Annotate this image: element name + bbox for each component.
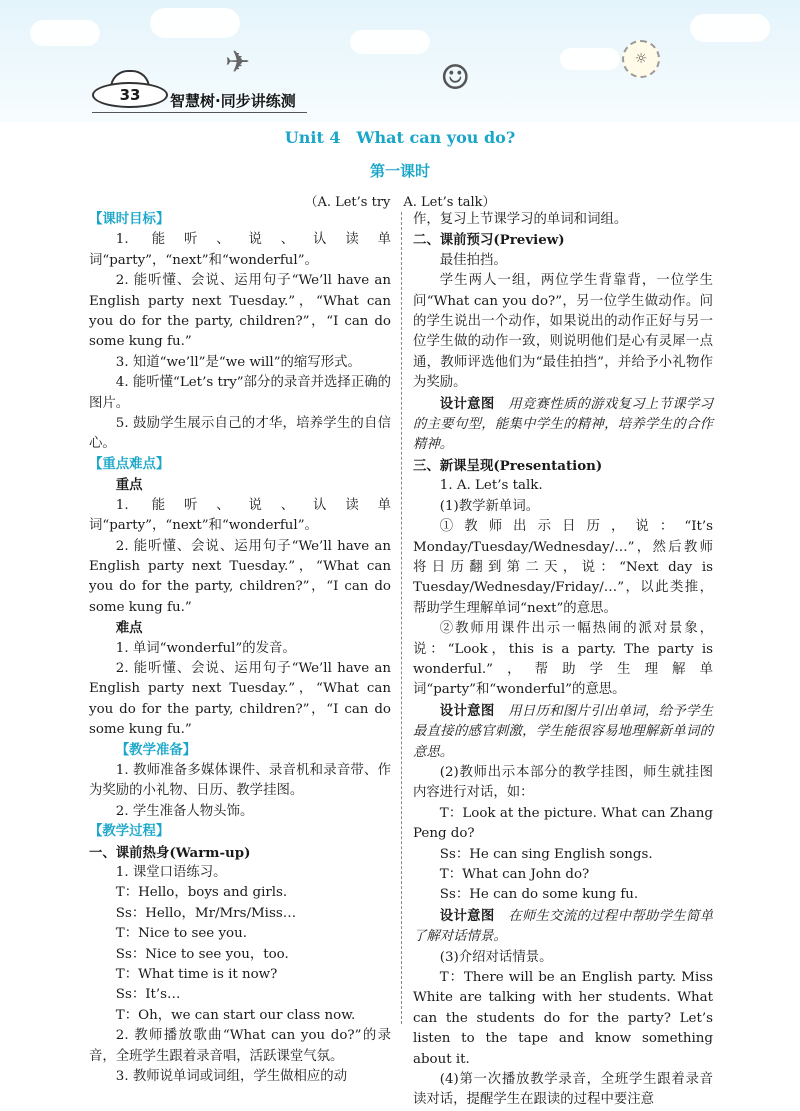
objective-item: 1. 能听、说、认读单词“party”，“next”和“wonderful”。 [89,232,391,268]
design-intent-label: 设计意图 [439,907,495,924]
lesson-title: 第一课时 [369,162,430,180]
cloud-decoration [690,14,770,42]
warmup-line: Ss：It’s… [115,987,181,1003]
lesson-subtitle: （A. Let’s try A. Let’s talk） [304,195,496,210]
presentation-line: ①教师出示日历，说：“It’s Monday/Tuesday/Wednesday/…”，然后教师将日历翻到第二天，说：“Next day is Tuesday/Wednesday/Friday/…”，以此类推，帮助学生理解单词“next”的意思。 [413,519,713,616]
objective-item: 5. 鼓励学生展示自己的才华，培养学生的自信心。 [89,416,391,452]
design-intent-text: 用日历和图片引出单词，给予学生最直接的感官刺激，学生能很容易地理解新单词的意思。 [413,703,714,760]
presentation-line: ②教师用课件出示一幅热闹的派对景象，说：“Look，this is a party. The party is wonderful.”，帮助学生理解单词“party”和“wonderful”的意思。 [413,621,713,698]
key-points-heading: 【重点难点】 [89,456,170,472]
design-intent-text: 用竞赛性质的游戏复习上节课学习的主要句型，能集中学生的精神，培养学生的合作精神。 [413,396,714,453]
cloud-decoration [150,8,240,38]
header-divider [92,112,307,113]
warmup-line: 2. 教师播放歌曲“What can you do?”的录音，全班学生跟着录音唱，活跃课堂气氛。 [89,1028,391,1064]
continuation-text: 作，复习上节课学习的单词和词组。 [413,212,628,227]
cloud-decoration [30,20,100,46]
presentation-line: 1. A. Let’s talk. [439,478,543,494]
difficult-point-item: 2. 能听懂、会说、运用句子“We’ll have an English party next Tuesday.”，“What can you do for the party, children?”，“I can do some kung fu.” [89,660,391,738]
design-intent-text: 在师生交流的过程中帮助学生简单了解对话情景。 [413,908,714,945]
design-intent [413,906,713,948]
page-number: 33 [92,82,168,108]
presentation-line: T：Look at the picture. What can Zhang Peng do? [413,805,713,842]
presentation-line: Ss：He can sing English songs. [439,846,653,862]
column-divider [401,212,402,1024]
series-title: 智慧树·同步讲练测 [170,92,296,110]
right-column [413,210,714,1108]
preparation-item: 1. 教师准备多媒体课件、录音机和录音带、作为奖励的小礼物、日历、教学挂图。 [89,762,391,799]
sun-icon: ☼ [622,40,660,78]
cloud-decoration [350,30,430,54]
unit-title: Unit 4 What can you do? [284,128,516,147]
preview-line: 最佳拍挡。 [439,252,507,268]
key-point-item: 2. 能听懂、会说、运用句子“We’ll have an English party next Tuesday.”，“What can you do for the party, children?”，“I can do some kung fu.” [89,538,391,615]
process-heading: 【教学过程】 [89,824,170,840]
warmup-line: 1. 课堂口语练习。 [115,865,227,880]
design-intent [413,701,713,763]
difficult-label: 难点 [115,620,143,637]
preview-heading: 二、课前预习(Preview) [413,232,565,249]
objective-item: 4. 能听懂“Let’s try”部分的录音并选择正确的图片。 [89,375,391,411]
warmup-line: T：What time is it now? [115,967,278,983]
presentation-line: (4)第一次播放教学录音，全班学生跟着录音读对话，提醒学生在跟读的过程中要注意 [413,1072,713,1108]
presentation-line: Ss：He can do some kung fu. [439,887,639,903]
warmup-line: T：Oh，we can start our class now. [115,1007,356,1023]
left-column [89,210,391,1085]
warmup-line: T：Nice to see you. [115,926,247,942]
presentation-line: (3)介绍对话情景。 [439,949,553,965]
warmup-line: Ss：Hello，Mr/Mrs/Miss… [115,905,297,921]
difficult-point-item: 1. 单词“wonderful”的发音。 [115,640,296,656]
warmup-line: T：Hello，boys and girls. [115,885,288,901]
key-label: 重点 [115,477,143,494]
design-intent-label: 设计意图 [439,395,495,412]
presentation-line: T：There will be an English party. Miss White are talking with her students. What can the students do for the party? Let’s listen to the tape and know something about it. [413,970,713,1067]
warmup-heading: 一、课前热身(Warm-up) [89,844,251,861]
presentation-line: (1)教学新单词。 [439,498,540,514]
design-intent-label: 设计意图 [439,702,495,719]
preparation-item: 2. 学生准备人物头饰。 [115,803,254,819]
warmup-line: Ss：Nice to see you，too. [115,946,289,962]
cloud-decoration [560,48,620,70]
objectives-heading: 【课时目标】 [89,212,170,227]
warmup-line: 3. 教师说单词或词组，学生做相应的动 [115,1069,348,1085]
objective-item: 2. 能听懂、会说、运用句子“We’ll have an English party next Tuesday.”，“What can you do for the party, children?”，“I can do some kung fu.” [89,273,391,350]
objective-item: 3. 知道“we’ll”是“we will”的缩写形式。 [115,354,361,370]
page-header [0,0,800,122]
airplane-icon: ✈ [225,45,251,80]
presentation-heading: 三、新课呈现(Presentation) [413,457,603,474]
kids-illustration-icon: ☺ [440,58,471,98]
design-intent [413,394,713,456]
preparation-heading: 【教学准备】 [115,742,197,758]
preview-line: 学生两人一组，两位学生背靠背，一位学生问“What can you do?”，另一位学生做动作。问的学生说出一个动作，如果说出的动作正好与另一位学生做的动作一致，则说明他们是心有灵犀一点通，教师评选他们为“最佳拍挡”，并给予小礼物作为奖励。 [413,273,713,391]
presentation-line: T：What can John do? [439,867,590,882]
key-point-item: 1. 能听、说、认读单词“party”，“next”和“wonderful”。 [89,497,391,534]
presentation-line: (2)教师出示本部分的教学挂图，师生就挂图内容进行对话，如： [413,764,713,801]
